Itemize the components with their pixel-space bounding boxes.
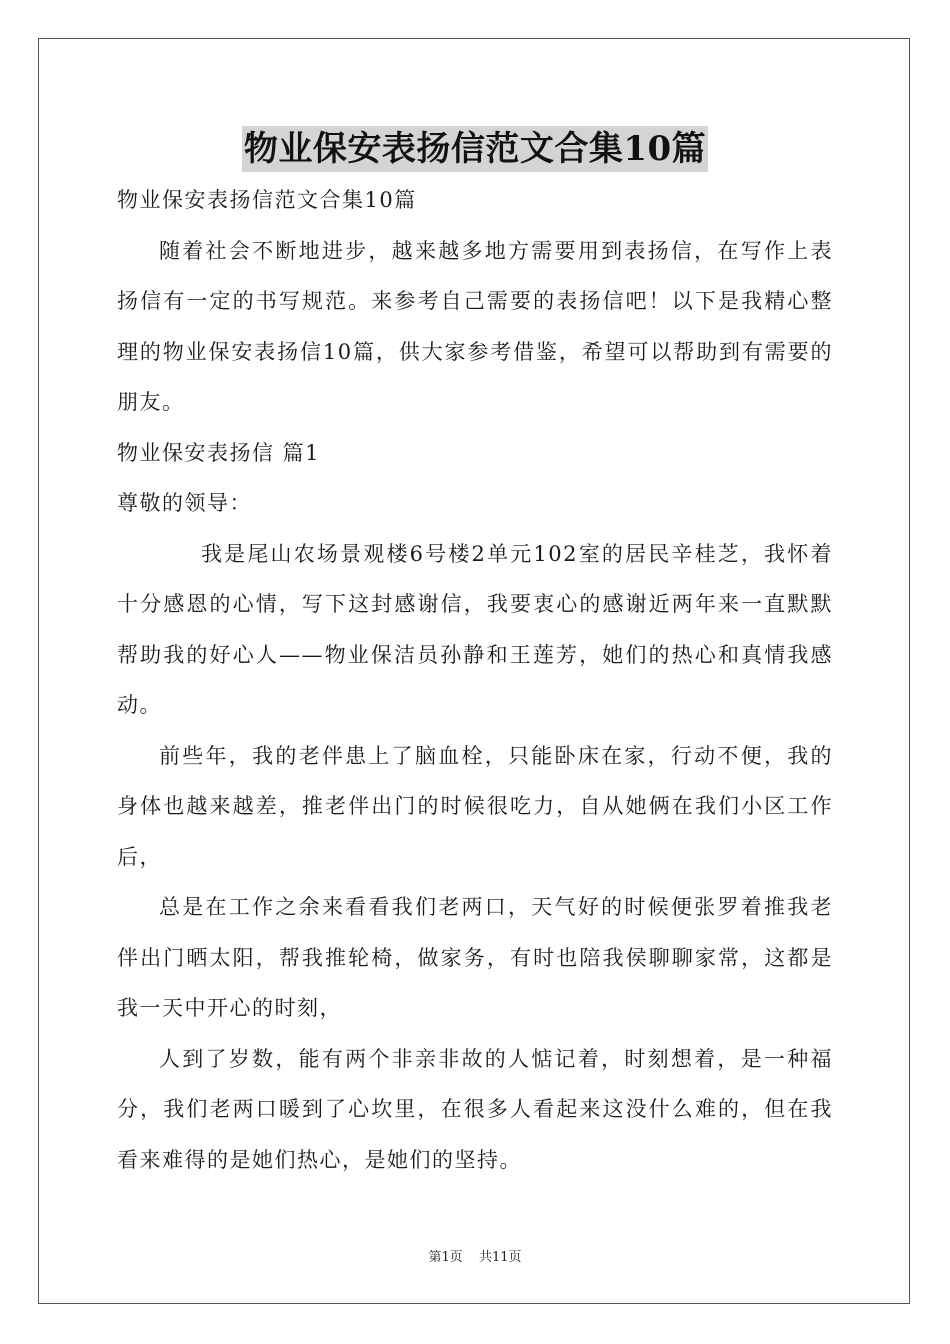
section-heading: 物业保安表扬信 篇1 [117,440,321,465]
body-paragraph-1: 我是尾山农场景观楼6号楼2单元102室的居民辛桂芝，我怀着十分感恩的心情，写下这封感谢信，我要衷心的感谢近两年来一直默默帮助我的好心人——物业保洁员孙静和王莲芳，她们的热心和真情我感动。 [117,541,833,717]
body-paragraph-4: 人到了岁数，能有两个非亲非故的人惦记着，时刻想着，是一种福分，我们老两口暖到了心坎里，在很多人看起来这没什么难的，但在我看来难得的是她们热心，是她们的坚持。 [117,1046,833,1172]
title-container [0,126,950,172]
page-number: 第1页 [428,1250,463,1265]
page-total: 共11页 [478,1250,522,1265]
intro-paragraph: 随着社会不断地进步，越来越多地方需要用到表扬信，在写作上表扬信有一定的书写规范。来参考自己需要的表扬信吧！以下是我精心整理的物业保安表扬信10篇，供大家参考借鉴，希望可以帮助到有需要的朋友。 [117,238,833,414]
page-footer [0,1246,950,1265]
document-body [117,175,833,1185]
subtitle-line: 物业保安表扬信范文合集10篇 [117,188,417,212]
body-paragraph-2: 前些年，我的老伴患上了脑血栓，只能卧床在家，行动不便，我的身体也越来越差，推老伴出门的时候很吃力，自从她俩在我们小区工作后， [117,743,833,869]
salutation: 尊敬的领导： [117,491,252,515]
body-paragraph-3: 总是在工作之余来看看我们老两口，天气好的时候便张罗着推我老伴出门晒太阳，帮我推轮椅，做家务，有时也陪我侯聊聊家常，这都是我一天中开心的时刻， [117,895,833,1020]
document-title: 物业保安表扬信范文合集10篇 [242,126,708,172]
